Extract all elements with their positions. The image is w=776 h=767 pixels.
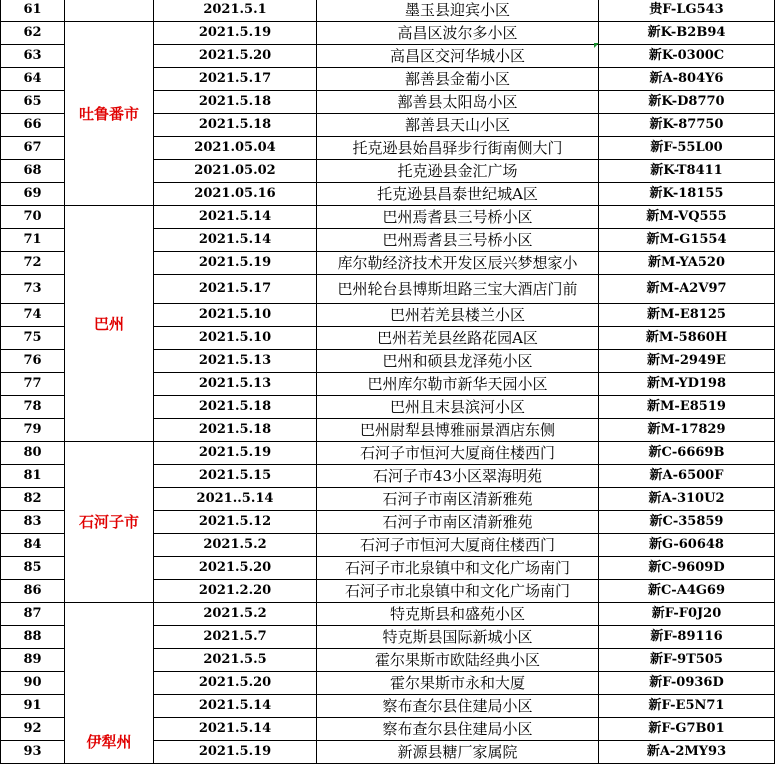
row-location: 巴州尉犁县博雅丽景酒店东侧 [317,419,599,442]
row-number: 65 [1,91,65,114]
row-number: 90 [1,672,65,695]
row-date: 2021.5.19 [154,22,317,45]
row-location: 石河子市北泉镇中和文化广场南门 [317,580,599,603]
row-number: 75 [1,327,65,350]
row-location: 巴州库尔勒市新华天园小区 [317,373,599,396]
row-plate: 新A-804Y6 [599,68,775,91]
row-date: 2021.5.7 [154,626,317,649]
row-date: 2021.5.17 [154,68,317,91]
row-date: 2021.5.13 [154,350,317,373]
row-plate: 新F-9T505 [599,649,775,672]
row-plate: 新M-VQ555 [599,206,775,229]
row-plate: 新G-60648 [599,534,775,557]
table-row [1,603,775,626]
row-plate: 贵F-LG543 [599,0,775,22]
row-number: 76 [1,350,65,373]
region-cell-blank [65,0,154,22]
row-number: 67 [1,137,65,160]
row-date: 2021.5.14 [154,695,317,718]
row-date: 2021.5.20 [154,557,317,580]
row-number: 87 [1,603,65,626]
row-number: 61 [1,0,65,22]
row-location: 察布查尔县住建局小区 [317,695,599,718]
row-location: 鄯善县金葡小区 [317,68,599,91]
row-number: 62 [1,22,65,45]
row-plate: 新F-55L00 [599,137,775,160]
row-location: 巴州若羌县丝路花园A区 [317,327,599,350]
row-plate: 新F-G7B01 [599,718,775,741]
row-date: 2021.5.2 [154,534,317,557]
row-plate: 新F-89116 [599,626,775,649]
row-location: 鄯善县天山小区 [317,114,599,137]
row-plate: 新K-T8411 [599,160,775,183]
row-date: 2021.5.2 [154,603,317,626]
row-number: 72 [1,252,65,275]
row-plate: 新M-G1554 [599,229,775,252]
row-location: 鄯善县太阳岛小区 [317,91,599,114]
row-date: 2021.5.18 [154,419,317,442]
row-number: 89 [1,649,65,672]
row-location: 高昌区波尔多小区 [317,22,599,45]
row-location: 石河子市南区清新雅苑 [317,488,599,511]
region-cell-bazhou: 巴州 [65,206,154,442]
row-number: 78 [1,396,65,419]
row-location: 察布查尔县住建局小区 [317,718,599,741]
row-number: 91 [1,695,65,718]
row-number: 77 [1,373,65,396]
region-cell-shihezi: 石河子市 [65,442,154,603]
row-plate: 新F-E5N71 [599,695,775,718]
row-date: 2021.5.12 [154,511,317,534]
row-date: 2021.5.17 [154,275,317,304]
table-row [1,0,775,22]
row-plate: 新M-YD198 [599,373,775,396]
row-number: 85 [1,557,65,580]
row-location: 霍尔果斯市永和大厦 [317,672,599,695]
row-date: 2021.5.14 [154,206,317,229]
row-plate: 新A-2MY93 [599,741,775,764]
row-location: 特克斯县和盛苑小区 [317,603,599,626]
row-number: 88 [1,626,65,649]
row-location: 墨玉县迎宾小区 [317,0,599,22]
row-number: 79 [1,419,65,442]
row-plate: 新A-6500F [599,465,775,488]
row-location: 新源县糖厂家属院 [317,741,599,764]
row-date: 2021.5.20 [154,672,317,695]
row-number: 86 [1,580,65,603]
row-date: 2021.2.20 [154,580,317,603]
row-plate: 新K-D8770 [599,91,775,114]
row-date: 2021..5.14 [154,488,317,511]
row-date: 2021.5.15 [154,465,317,488]
row-number: 80 [1,442,65,465]
row-plate: 新F-F0J20 [599,603,775,626]
row-number: 63 [1,45,65,68]
row-date: 2021.5.19 [154,741,317,764]
row-location: 托克逊县始昌驿步行街南侧大门 [317,137,599,160]
row-plate: 新F-0936D [599,672,775,695]
table-row [1,442,775,465]
row-plate: 新M-E8125 [599,304,775,327]
row-plate: 新C-9609D [599,557,775,580]
row-plate: 新M-YA520 [599,252,775,275]
row-plate: 新C-6669B [599,442,775,465]
row-plate: 新M-17829 [599,419,775,442]
row-number: 74 [1,304,65,327]
row-plate: 新M-2949E [599,350,775,373]
row-number: 71 [1,229,65,252]
row-number: 83 [1,511,65,534]
row-number: 70 [1,206,65,229]
table-row [1,206,775,229]
row-date: 2021.5.14 [154,718,317,741]
row-date: 2021.5.19 [154,442,317,465]
row-date: 2021.5.19 [154,252,317,275]
row-location: 巴州焉耆县三号桥小区 [317,206,599,229]
row-number: 84 [1,534,65,557]
row-number: 66 [1,114,65,137]
row-plate: 新K-0300C [599,45,775,68]
row-location: 石河子市恒河大厦商住楼西门 [317,534,599,557]
row-location: 库尔勒经济技术开发区辰兴梦想家小 [317,252,599,275]
row-number: 64 [1,68,65,91]
row-location: 石河子市北泉镇中和文化广场南门 [317,557,599,580]
row-number: 82 [1,488,65,511]
row-date: 2021.5.5 [154,649,317,672]
row-plate: 新A-310U2 [599,488,775,511]
region-cell-yili: 伊犁州 [65,603,154,764]
row-date: 2021.05.02 [154,160,317,183]
row-location: 托克逊县金汇广场 [317,160,599,183]
record-table-body [1,0,775,764]
cell-comment-marker [594,43,599,48]
row-location: 石河子市43小区翠海明苑 [317,465,599,488]
row-date: 2021.5.14 [154,229,317,252]
row-location: 石河子市恒河大厦商住楼西门 [317,442,599,465]
row-plate: 新K-B2B94 [599,22,775,45]
row-date: 2021.5.18 [154,91,317,114]
row-number: 68 [1,160,65,183]
row-date: 2021.05.16 [154,183,317,206]
row-location: 巴州且末县滨河小区 [317,396,599,419]
row-plate: 新M-5860H [599,327,775,350]
row-plate: 新C-A4G69 [599,580,775,603]
row-date: 2021.5.20 [154,45,317,68]
row-plate: 新M-E8519 [599,396,775,419]
row-date: 2021.5.10 [154,304,317,327]
region-cell-turpan: 吐鲁番市 [65,22,154,206]
row-location: 霍尔果斯市欧陆经典小区 [317,649,599,672]
row-date: 2021.05.04 [154,137,317,160]
row-location: 巴州焉耆县三号桥小区 [317,229,599,252]
row-date: 2021.5.1 [154,0,317,22]
row-location: 巴州若羌县楼兰小区 [317,304,599,327]
row-location: 高昌区交河华城小区 [317,45,599,68]
row-location: 石河子市南区清新雅苑 [317,511,599,534]
row-number: 93 [1,741,65,764]
row-date: 2021.5.13 [154,373,317,396]
table-row [1,22,775,45]
row-location: 巴州轮台县博斯坦路三宝大酒店门前 [317,275,599,304]
row-number: 92 [1,718,65,741]
row-number: 69 [1,183,65,206]
row-date: 2021.5.10 [154,327,317,350]
row-number: 81 [1,465,65,488]
row-plate: 新K-18155 [599,183,775,206]
row-plate: 新K-87750 [599,114,775,137]
row-date: 2021.5.18 [154,396,317,419]
row-location: 托克逊县昌泰世纪城A区 [317,183,599,206]
row-location: 巴州和硕县龙泽苑小区 [317,350,599,373]
row-date: 2021.5.18 [154,114,317,137]
row-location: 特克斯县国际新城小区 [317,626,599,649]
row-number: 73 [1,275,65,304]
row-plate: 新M-A2V97 [599,275,775,304]
row-plate: 新C-35859 [599,511,775,534]
